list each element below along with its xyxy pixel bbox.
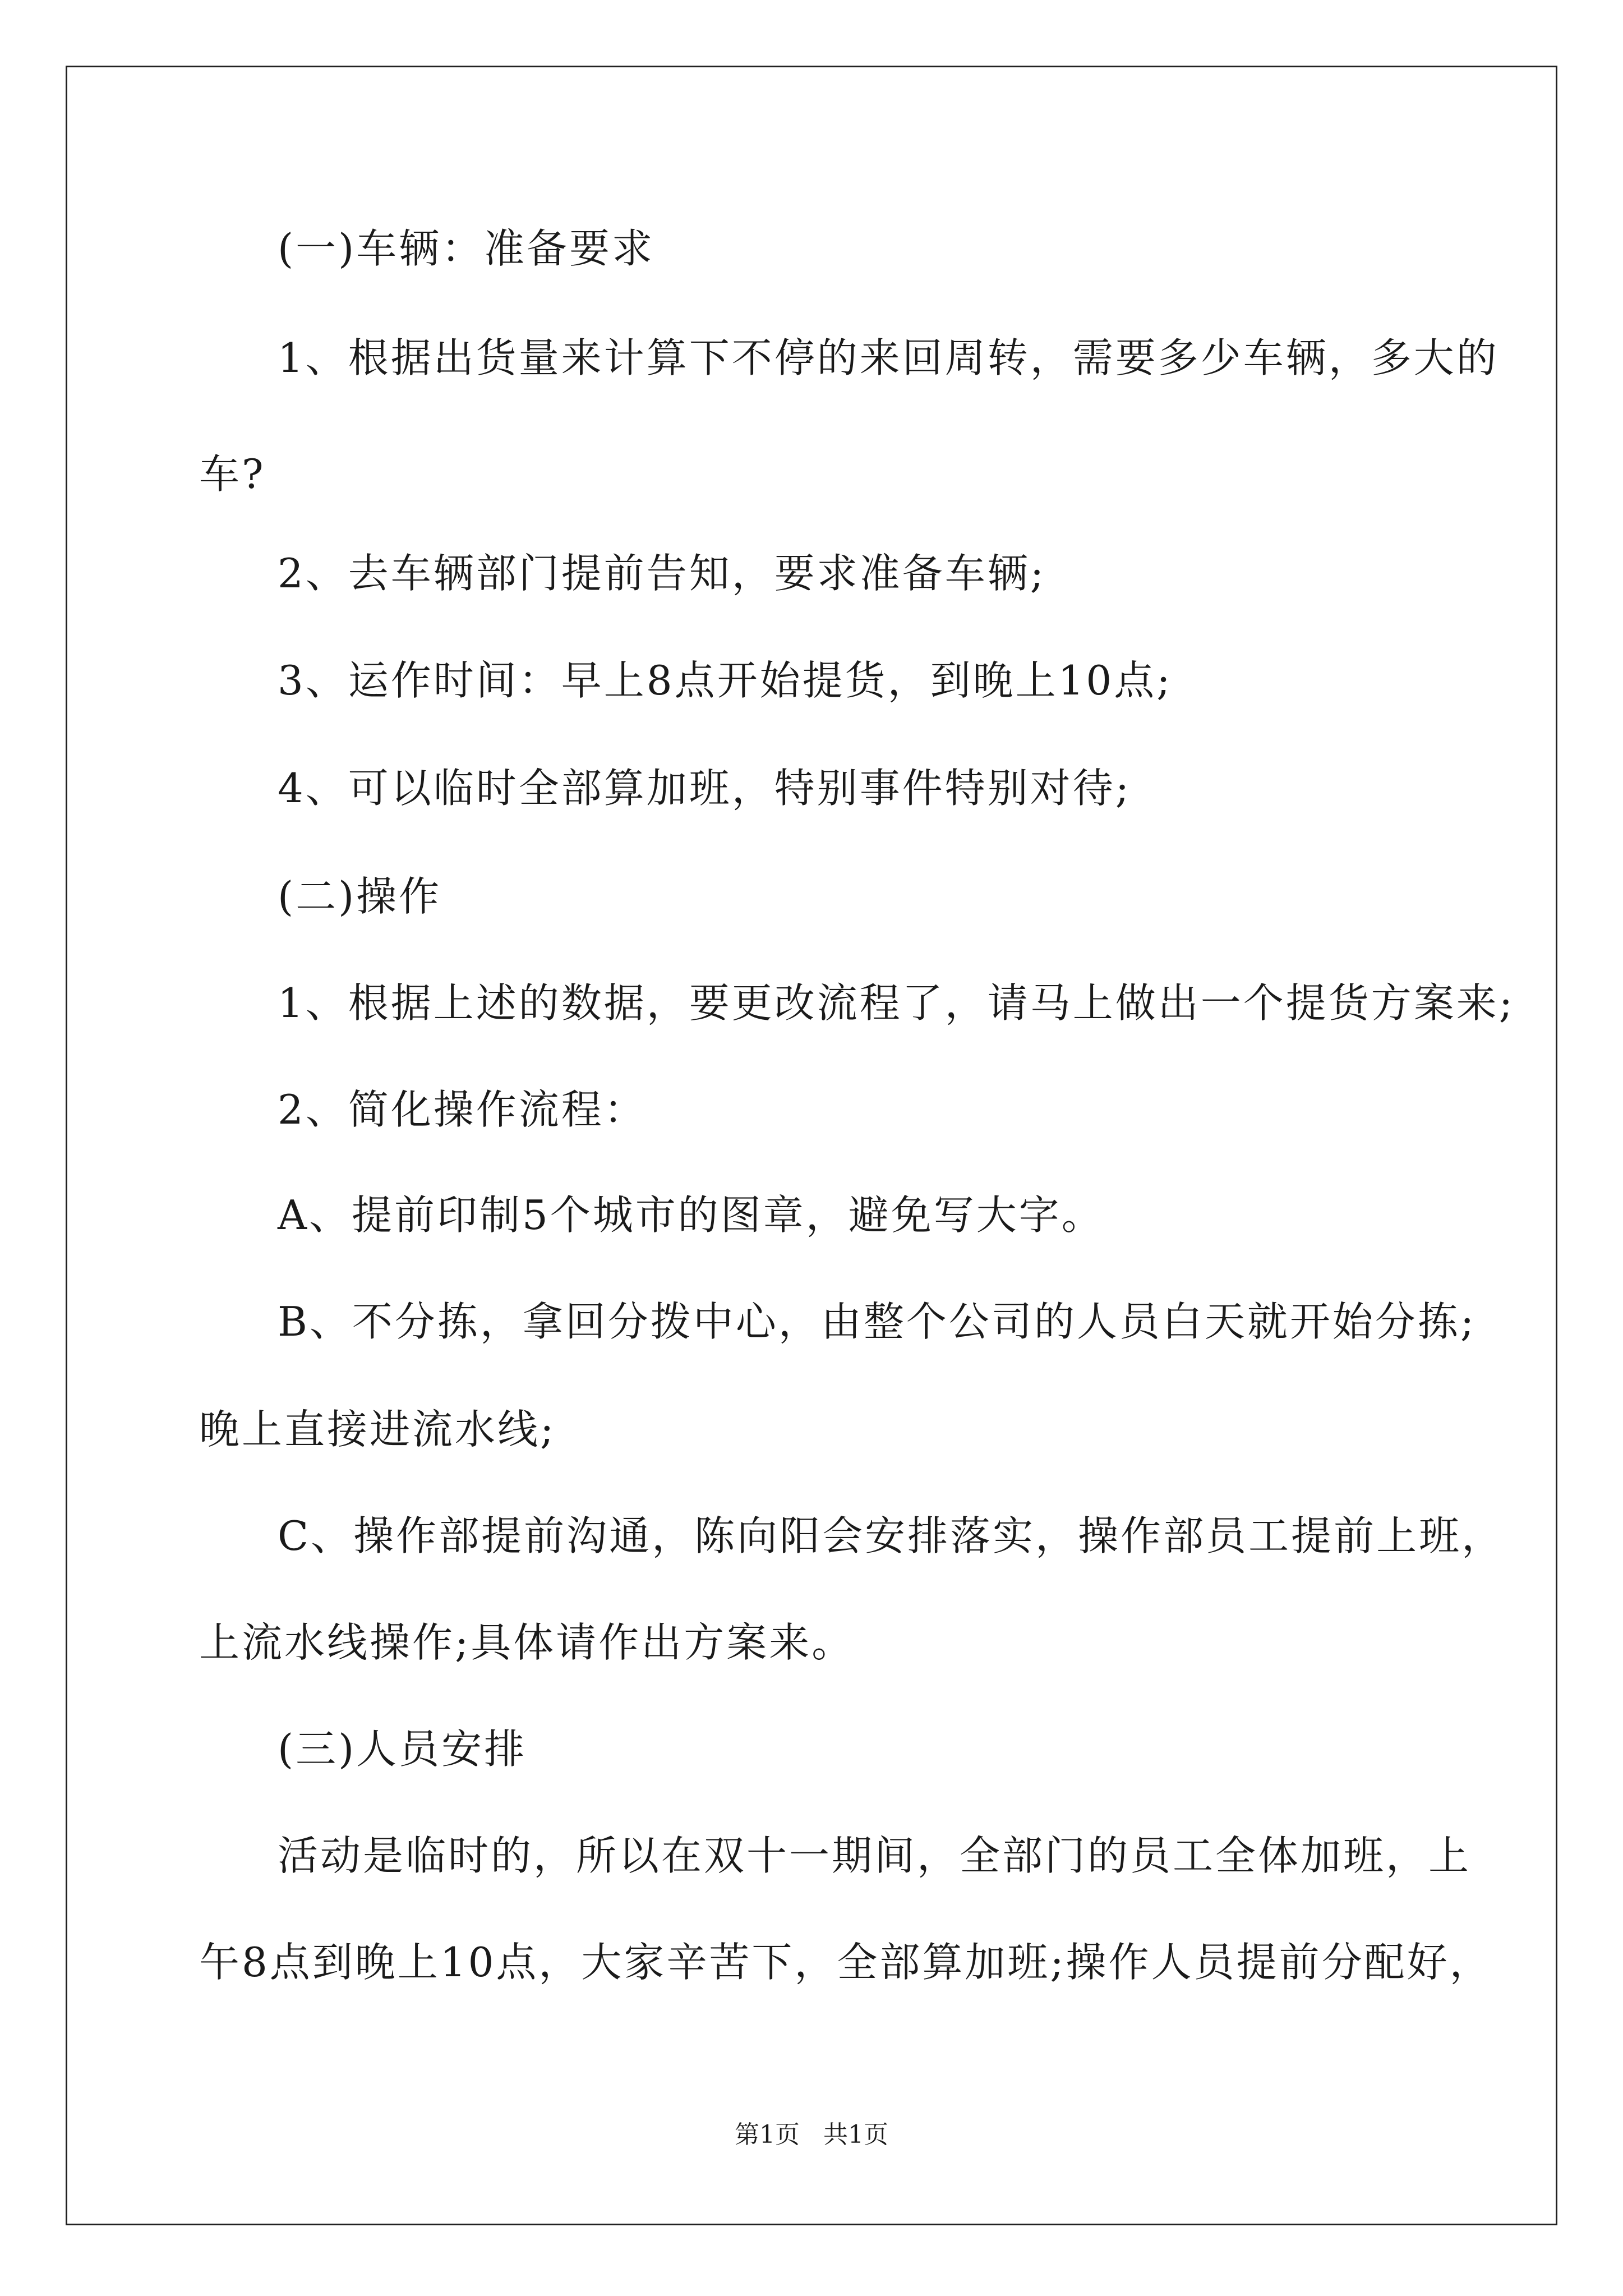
paragraph-line: 车? [199, 450, 266, 498]
page-number-footer: 第1页 共1页 [735, 2120, 888, 2149]
paragraph-line: 2、简化操作流程： [278, 1086, 647, 1133]
paragraph-line: 上流水线操作;具体请作出方案来。 [199, 1619, 855, 1666]
section-heading-vehicles: (一)车辆：准备要求 [278, 225, 655, 272]
section-heading-staffing: (三)人员安排 [278, 1726, 527, 1773]
paragraph-line: A、提前印制5个城市的图章，避免写大字。 [278, 1191, 1104, 1239]
paragraph-line: 1、根据上述的数据，要更改流程了，请马上做出一个提货方案来; [278, 979, 1515, 1027]
paragraph-line: 晚上直接进流水线; [199, 1406, 556, 1453]
page-border [66, 66, 1557, 2225]
paragraph-line: 午8点到晚上10点，大家辛苦下，全部算加班;操作人员提前分配好， [199, 1939, 1492, 1986]
paragraph-line: 4、可以临时全部算加班，特别事件特别对待; [278, 765, 1132, 812]
paragraph-line: C、操作部提前沟通，陈向阳会安排落实，操作部员工提前上班， [278, 1512, 1505, 1559]
paragraph-line: 2、去车辆部门提前告知，要求准备车辆; [278, 550, 1046, 597]
paragraph-line: 活动是临时的，所以在双十一期间，全部门的员工全体加班，上 [278, 1832, 1472, 1879]
paragraph-line: 1、根据出货量来计算下不停的来回周转，需要多少车辆，多大的 [278, 334, 1499, 381]
paragraph-line: B、不分拣，拿回分拨中心，由整个公司的人员白天就开始分拣; [278, 1298, 1477, 1345]
paragraph-line: 3、运作时间：早上8点开始提货，到晚上10点; [278, 657, 1173, 704]
section-heading-operations: (二)操作 [278, 873, 442, 920]
